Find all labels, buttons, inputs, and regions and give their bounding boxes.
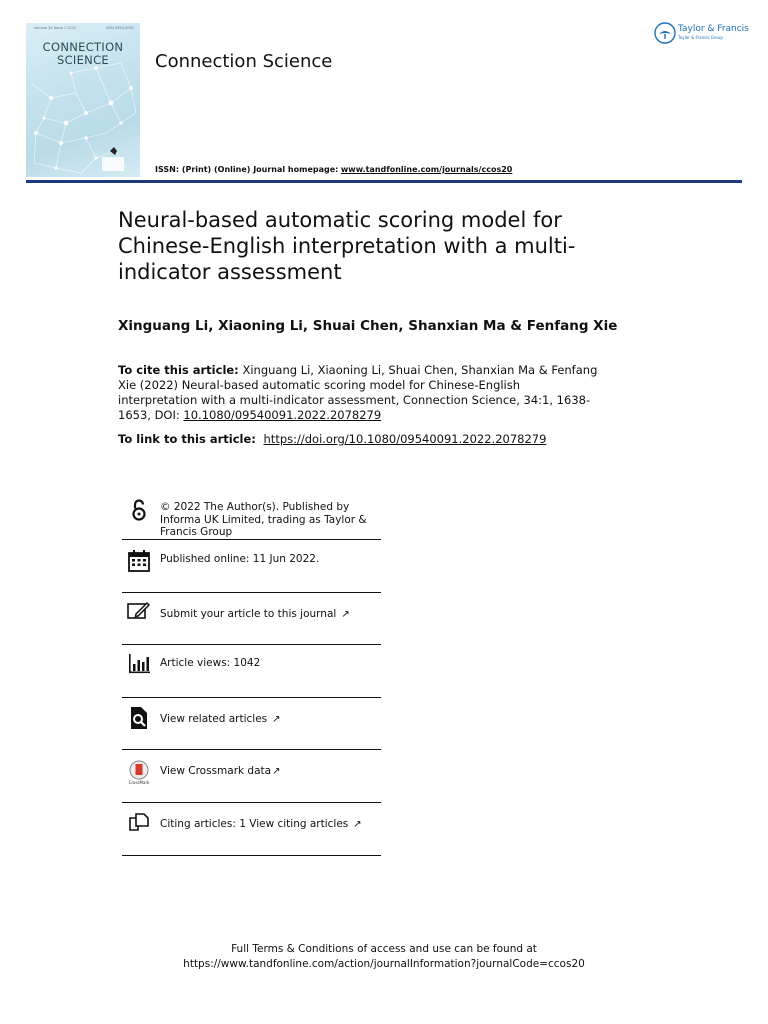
submit-text[interactable] (160, 608, 382, 622)
cite-doi-link[interactable]: 10.1080/09540091.2022.2078279 (183, 408, 382, 422)
cite-text: Xinguang Li, Xiaoning Li, Shuai Chen, Shanxian Ma & Fenfang Xie (2022) Neural-based automatic scoring model for Chinese-English interpretation with a multi-indicator assessment, Connection Science, 34:1, 1638-1653, DOI: (118, 363, 598, 422)
svg-text:CrossMark: CrossMark (128, 780, 150, 785)
published-row (122, 540, 381, 593)
crossmark-label: View Crossmark data (160, 765, 272, 777)
taylor-francis-icon (654, 22, 676, 44)
cover-title-line1: CONNECTION (42, 40, 124, 54)
related-text[interactable] (160, 713, 382, 727)
submit-label: Submit your article to this journal (160, 608, 337, 620)
cover-volume: Volume 34 Issue 1 2022 (34, 26, 77, 30)
views-text: Article views: 1042 (160, 657, 261, 669)
footer (0, 942, 768, 972)
footer-terms-link[interactable]: https://www.tandfonline.com/action/journalInformation?journalCode=ccos20 (183, 958, 585, 970)
edit-icon (126, 598, 152, 624)
journal-homepage-link[interactable]: www.tandfonline.com/journals/ccos20 (340, 165, 513, 174)
open-access-icon (126, 497, 152, 523)
article-doi-link[interactable]: https://doi.org/10.1080/09540091.2022.2078279 (263, 432, 547, 446)
link-label: To link to this article: (118, 432, 256, 446)
citing-text[interactable] (160, 818, 382, 832)
publisher-logo[interactable] (654, 22, 749, 46)
cover-issn: ISSN 0954-0091 (105, 26, 134, 30)
open-access-row (122, 495, 381, 540)
citation-block (118, 363, 598, 423)
external-link-icon: ↗ (272, 766, 281, 777)
issn-text: ISSN: (Print) (Online) Journal homepage: (155, 165, 339, 174)
bar-chart-icon (126, 651, 152, 677)
citing-label: Citing articles: 1 View citing articles (160, 818, 349, 830)
crossmark-row[interactable] (122, 750, 381, 803)
footer-line1: Full Terms & Conditions of access and use can be found at (231, 943, 537, 955)
submit-row[interactable] (122, 593, 381, 645)
journal-cover (26, 23, 140, 177)
issn-line (155, 165, 512, 174)
publisher-name: Taylor & Francis (678, 24, 749, 34)
cover-title-line2: SCIENCE (57, 53, 109, 67)
article-link-line (118, 432, 546, 446)
header-divider (26, 180, 742, 183)
article-title: Neural-based automatic scoring model for Chinese-English interpretation with a multi-indicator assessment (118, 208, 576, 284)
journal-name: Connection Science (155, 51, 333, 72)
publisher-group: Taylor & Francis Group (678, 35, 723, 40)
article-authors: Xinguang Li, Xiaoning Li, Shuai Chen, Shanxian Ma & Fenfang Xie (118, 318, 618, 334)
views-row (122, 645, 381, 698)
related-articles-icon (126, 705, 152, 731)
external-link-icon: ↗ (353, 819, 362, 830)
cite-label: To cite this article: (118, 363, 239, 377)
related-label: View related articles (160, 713, 268, 725)
calendar-icon (126, 548, 152, 574)
crossmark-icon (126, 759, 152, 785)
citing-articles-icon (126, 810, 152, 836)
open-access-text: © 2022 The Author(s). Published by Informa UK Limited, trading as Taylor & Francis Group (160, 501, 367, 538)
external-link-icon: ↗ (341, 609, 350, 620)
crossmark-text[interactable] (160, 765, 382, 779)
related-row[interactable] (122, 698, 381, 750)
cover-title (26, 41, 140, 67)
citing-row[interactable] (122, 803, 381, 856)
published-text: Published online: 11 Jun 2022. (160, 553, 320, 565)
external-link-icon: ↗ (272, 714, 281, 725)
